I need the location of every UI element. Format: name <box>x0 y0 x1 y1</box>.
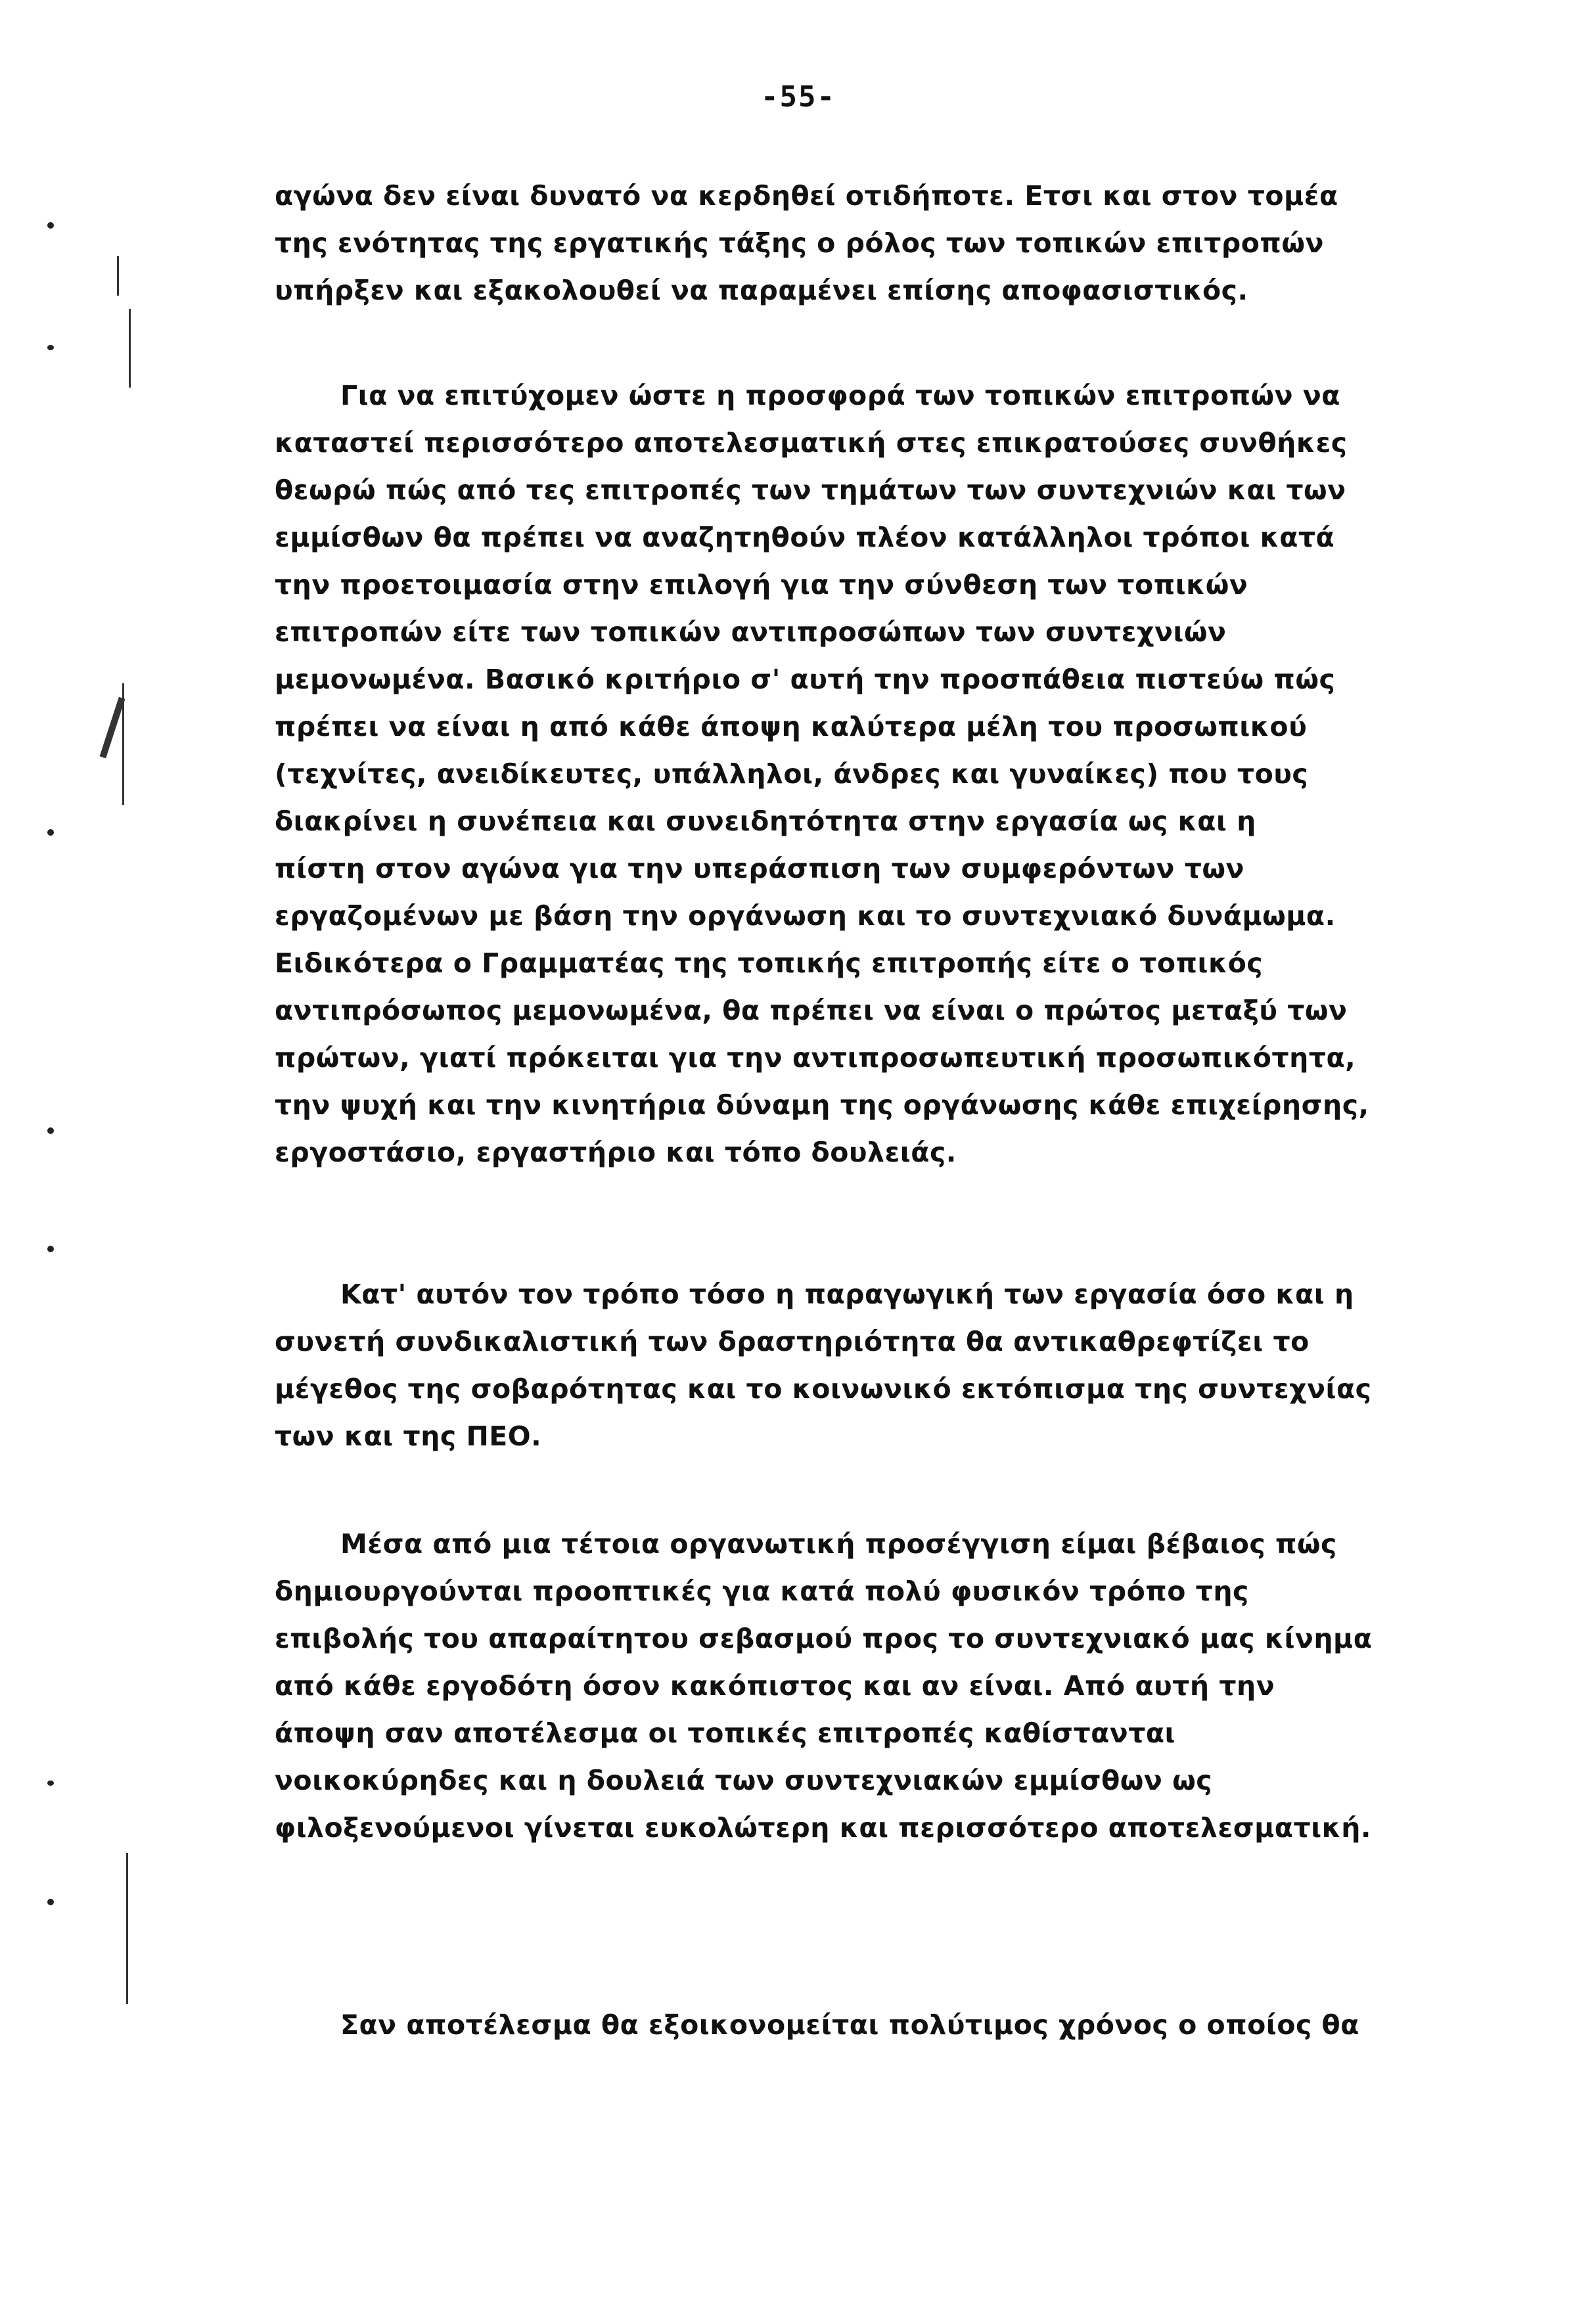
text-line: δημιουργούνται προοπτικές για κατά πολύ φυσικόν τρόπο της <box>275 1575 1249 1607</box>
text-line: της ενότητας της εργατικής τάξης ο ρόλος των τοπικών επιτροπών <box>275 227 1324 259</box>
text-line: την ψυχή και την κινητήρια δύναμη της οργάνωσης κάθε επιχείρησης, <box>275 1089 1369 1121</box>
text-line: πίστη στον αγώνα για την υπεράσπιση των συμφερόντων των <box>275 853 1244 884</box>
text-line: Σαν αποτέλεσμα θα εξοικονομείται πολύτιμος χρόνος ο οποίος θα <box>340 2009 1359 2041</box>
scan-speck <box>47 1899 54 1905</box>
text-line: καταστεί περισσότερο αποτελεσματική στες επικρατούσες συνθήκες <box>275 427 1348 459</box>
text-line: επιβολής του απαραίτητου σεβασμού προς το συντεχνιακό μας κίνημα <box>275 1623 1373 1654</box>
scan-speck <box>47 829 54 836</box>
text-line: εργαζομένων με βάση την οργάνωση και το συντεχνιακό δυνάμωμα. <box>275 900 1336 932</box>
scan-speck <box>47 1246 54 1252</box>
text-line: των και της ΠΕΟ. <box>275 1420 542 1452</box>
text-line: πρώτων, γιατί πρόκειται για την αντιπροσωπευτική προσωπικότητα, <box>275 1042 1356 1074</box>
scan-mark <box>117 256 119 296</box>
text-line: φιλοξενούμενοι γίνεται ευκολώτερη και περισσότερο αποτελεσματική. <box>275 1812 1371 1844</box>
text-line: άποψη σαν αποτέλεσμα οι τοπικές επιτροπές καθίστανται <box>275 1717 1176 1749</box>
text-line: εμμίσθων θα πρέπει να αναζητηθούν πλέον κατάλληλοι τρόποι κατά <box>275 522 1335 553</box>
text-line: νοικοκύρηδες και η δουλειά των συντεχνιακών εμμίσθων ως <box>275 1765 1213 1796</box>
scan-speck <box>47 222 54 229</box>
paragraph-5 <box>275 2001 1392 2049</box>
text-line: Ειδικότερα ο Γραμματέας της τοπικής επιτροπής είτε ο τοπικός <box>275 947 1264 979</box>
scan-mark <box>126 1853 128 2004</box>
text-line: θεωρώ πώς από τες επιτροπές των τημάτων των συντεχνιών και των <box>275 474 1346 506</box>
text-line: υπήρξεν και εξακολουθεί να παραμένει επίσης αποφασιστικός. <box>275 275 1248 306</box>
page-number: -55- <box>761 80 836 114</box>
text-line: αγώνα δεν είναι δυνατό να κερδηθεί οτιδήποτε. Ετσι και στον τομέα <box>275 180 1338 212</box>
text-line: πρέπει να είναι η από κάθε άποψη καλύτερα μέλη του προσωπικού <box>275 711 1308 742</box>
scan-speck <box>47 345 54 350</box>
text-line: Μέσα από μια τέτοια οργανωτική προσέγγιση είμαι βέβαιος πώς <box>340 1528 1337 1560</box>
text-line: Για να επιτύχομεν ώστε η προσφορά των τοπικών επιτροπών να <box>340 380 1340 411</box>
paragraph-2 <box>275 372 1392 1176</box>
scan-mark <box>122 683 124 805</box>
text-line: μέγεθος της σοβαρότητας και το κοινωνικό εκτόπισμα της συντεχνίας <box>275 1373 1372 1405</box>
scan-speck <box>47 1127 54 1134</box>
text-line: μεμονωμένα. Βασικό κριτήριο σ' αυτή την προσπάθεια πιστεύω πώς <box>275 664 1336 695</box>
text-line: διακρίνει η συνέπεια και συνειδητότητα στην εργασία ως και η <box>275 805 1256 837</box>
text-line: επιτροπών είτε των τοπικών αντιπροσώπων των συντεχνιών <box>275 616 1227 648</box>
paragraph-1 <box>275 172 1392 314</box>
text-line: την προετοιμασία στην επιλογή για την σύνθεση των τοπικών <box>275 569 1248 601</box>
paragraph-4 <box>275 1520 1392 1851</box>
scan-mark <box>129 309 131 388</box>
text-line: εργοστάσιο, εργαστήριο και τόπο δουλειάς. <box>275 1137 957 1168</box>
text-line: αντιπρόσωπος μεμονωμένα, θα πρέπει να είναι ο πρώτος μεταξύ των <box>275 995 1348 1026</box>
text-line: (τεχνίτες, ανειδίκευτες, υπάλληλοι, άνδρες και γυναίκες) που τους <box>275 758 1309 790</box>
text-line: από κάθε εργοδότη όσον κακόπιστος και αν είναι. Από αυτή την <box>275 1670 1275 1702</box>
paragraph-3 <box>275 1271 1392 1460</box>
text-line: Κατ' αυτόν τον τρόπο τόσο η παραγωγική των εργασία όσο και η <box>340 1279 1354 1310</box>
scan-mark <box>100 697 125 758</box>
scan-speck <box>47 1780 54 1786</box>
text-line: συνετή συνδικαλιστική των δραστηριότητα θα αντικαθρεφτίζει το <box>275 1326 1310 1357</box>
